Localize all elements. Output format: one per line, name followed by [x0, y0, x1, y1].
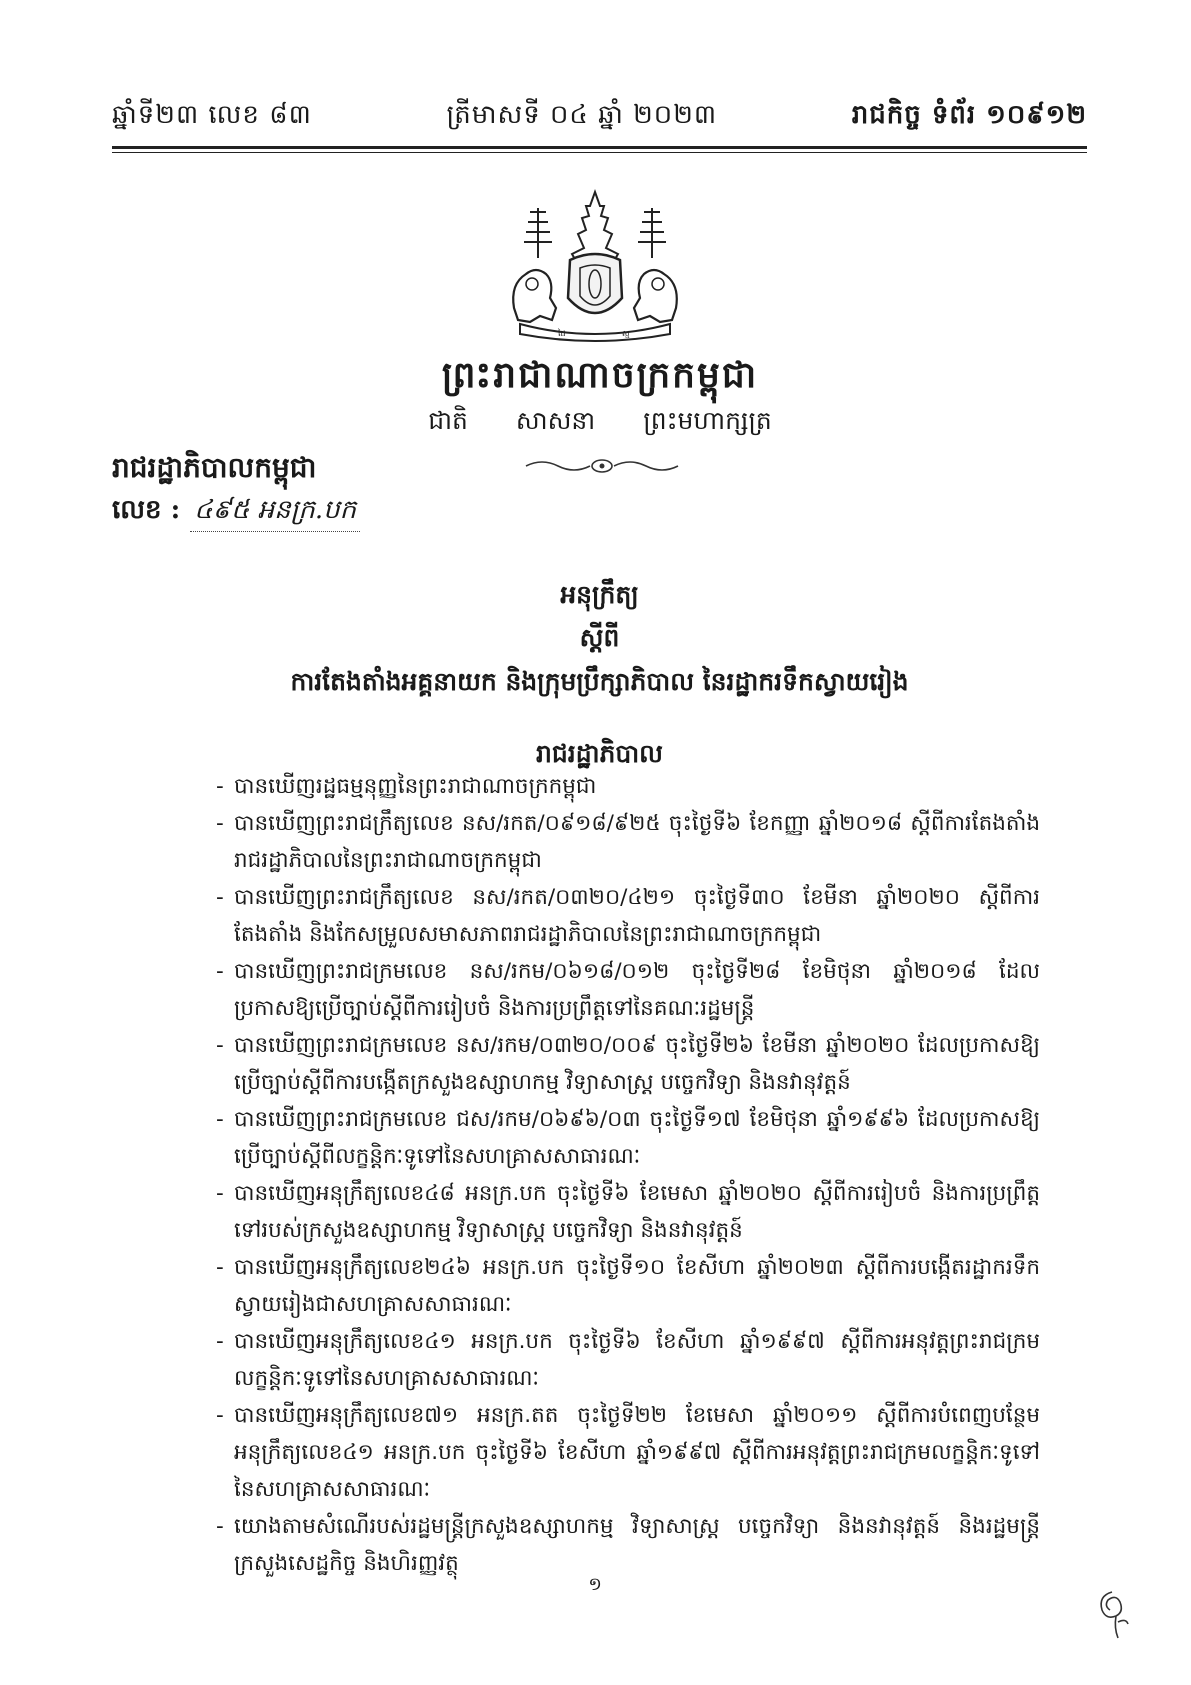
document-subject: ការតែងតាំងអគ្គនាយក និងក្រុមប្រឹក្សាភិបាល នៃរដ្ឋាករទឹកស្វាយរៀង — [290, 667, 909, 696]
motto-king: ព្រះមហាក្សត្រ — [643, 406, 772, 435]
document-number — [112, 493, 360, 532]
gazette-page-number: រាជកិច្ច ទំព័រ ១០៩១២ — [851, 100, 1087, 130]
ornament-divider-icon — [522, 456, 682, 476]
document-number-label: លេខ : — [112, 495, 181, 525]
list-item: - បានឃើញព្រះរាជក្រមលេខ នស/រកម/០៦១៨/០១២ ចុះថ្ងៃទី២៨ ខែមិថុនា ឆ្នាំ២០១៨ ដែលប្រកាសឱ្យប្រើច្បាប់ស្តីពីការរៀបចំ និងការប្រព្រឹត្តទៅនៃគណៈរដ្ឋមន្ត្រី — [216, 953, 1040, 1027]
document-number-value: ៤៩៥ អនក្រ.បក — [190, 493, 360, 532]
legal-basis-list — [216, 768, 1040, 1582]
list-item: - បានឃើញអនុក្រឹត្យលេខ៤១ អនក្រ.បក ចុះថ្ងៃទី៦ ខែសីហា ឆ្នាំ១៩៩៧ ស្តីពីការអនុវត្តព្រះរាជក្រមលក្ខន្តិកៈទូទៅនៃសហគ្រាសសាធារណៈ — [216, 1323, 1040, 1397]
list-item: - បានឃើញអនុក្រឹត្យលេខ៧១ អនក្រ.តត ចុះថ្ងៃទី២២ ខែមេសា ឆ្នាំ២០១១ ស្តីពីការបំពេញបន្ថែមអនុក្រឹត្យលេខ៤១ អនក្រ.បក ចុះថ្ងៃទី៦ ខែសីហា ឆ្នាំ១៩៩៧ ស្តីពីការអនុវត្តព្រះរាជក្រមលក្ខន្តិកៈទូទៅនៃសហគ្រាសសាធារណៈ — [216, 1397, 1040, 1508]
handwritten-initial-icon — [1094, 1586, 1134, 1642]
motto-nation: ជាតិ — [428, 406, 468, 435]
list-item: - យោងតាមសំណើរបស់រដ្ឋមន្ត្រីក្រសួងឧស្សាហកម្ម វិទ្យាសាស្ត្រ បច្ចេកវិទ្យា និងនវានុវត្តន៍ និងរដ្ឋមន្ត្រីក្រសួងសេដ្ឋកិច្ច និងហិរញ្ញវត្ថុ — [216, 1508, 1040, 1582]
emblem-banner-right: ស្ម — [622, 329, 630, 338]
emblem-banner-left: ដៃ — [558, 329, 566, 338]
issue-date: ត្រីមាសទី ០៤ ឆ្នាំ ២០២៣ — [446, 100, 718, 130]
gazette-header — [112, 92, 1087, 142]
issuing-authority: រាជរដ្ឋាភិបាល — [536, 739, 663, 768]
list-item: - បានឃើញព្រះរាជក្រមលេខ នស/រកម/០៣២០/០០៩ ចុះថ្ងៃទី២៦ ខែមីនា ឆ្នាំ២០២០ ដែលប្រកាសឱ្យប្រើច្បាប់ស្តីពីការបង្កើតក្រសួងឧស្សាហកម្ម វិទ្យាសាស្ត្រ បច្ចេកវិទ្យា និងនវានុវត្តន៍ — [216, 1027, 1040, 1101]
motto-religion: សាសនា — [515, 406, 596, 435]
list-item: - បានឃើញព្រះរាជក្រឹត្យលេខ នស/រកត/០៩១៨/៩២៥ ចុះថ្ងៃទី៦ ខែកញ្ញា ឆ្នាំ២០១៨ ស្តីពីការតែងតាំងរាជរដ្ឋាភិបាលនៃព្រះរាជាណាចក្រកម្ពុជា — [216, 805, 1040, 879]
document-title — [112, 574, 1087, 776]
issue-number: ឆ្នាំទី២៣ លេខ ៨៣ — [112, 100, 312, 130]
kingdom-title: ព្រះរាជាណាចក្រកម្ពុជា — [441, 354, 759, 396]
national-motto — [390, 406, 810, 442]
list-item: - បានឃើញអនុក្រឹត្យលេខ៤៨ អនក្រ.បក ចុះថ្ងៃទី៦ ខែមេសា ឆ្នាំ២០២០ ស្តីពីការរៀបចំ និងការប្រព្រឹត្តទៅរបស់ក្រសួងឧស្សាហកម្ម វិទ្យាសាស្ត្រ បច្ចេកវិទ្យា និងនវានុវត្តន៍ — [216, 1175, 1040, 1249]
royal-emblem-icon — [500, 188, 690, 344]
list-item: - បានឃើញព្រះរាជក្រមលេខ ជស/រកម/០៦៩៦/០៣ ចុះថ្ងៃទី១៧ ខែមិថុនា ឆ្នាំ១៩៩៦ ដែលប្រកាសឱ្យប្រើច្បាប់ស្តីពីលក្ខន្តិកៈទូទៅនៃសហគ្រាសសាធារណៈ — [216, 1101, 1040, 1175]
document-on: ស្តីពី — [579, 623, 620, 652]
header-rule-thick — [112, 146, 1087, 149]
header-rule-thin — [112, 152, 1087, 153]
list-item: - បានឃើញព្រះរាជក្រឹត្យលេខ នស/រកត/០៣២០/៤២១ ចុះថ្ងៃទី៣០ ខែមីនា ឆ្នាំ២០២០ ស្តីពីការតែងតាំង និងកែសម្រួលសមាសភាពរាជរដ្ឋាភិបាលនៃព្រះរាជាណាចក្រកម្ពុជា — [216, 879, 1040, 953]
page-number: ១ — [588, 1574, 602, 1595]
list-item: - បានឃើញអនុក្រឹត្យលេខ២៤៦ អនក្រ.បក ចុះថ្ងៃទី១០ ខែសីហា ឆ្នាំ២០២៣ ស្តីពីការបង្កើតរដ្ឋាករទឹកស្វាយរៀងជាសហគ្រាសសាធារណៈ — [216, 1249, 1040, 1323]
document-type: អនុក្រឹត្យ — [560, 580, 639, 609]
issuing-government: រាជរដ្ឋាភិបាលកម្ពុជា — [112, 451, 317, 484]
list-item: - បានឃើញរដ្ឋធម្មនុញ្ញនៃព្រះរាជាណាចក្រកម្ពុជា — [216, 768, 1040, 805]
